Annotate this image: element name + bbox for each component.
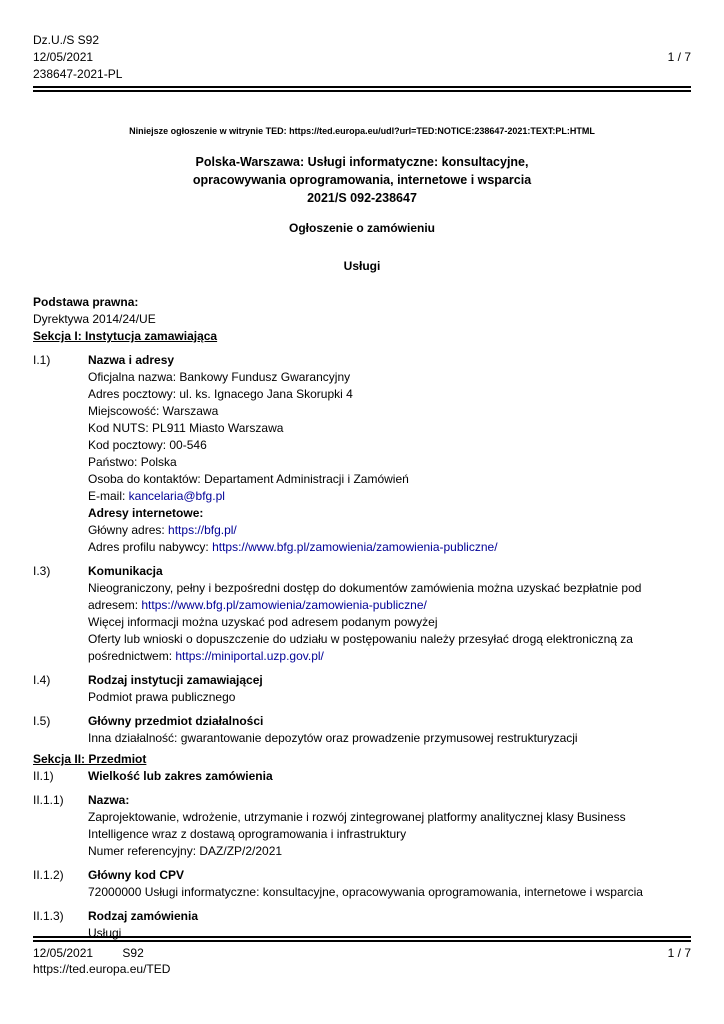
internet-addresses-heading: Adresy internetowe: [88,506,204,520]
main-address-link[interactable]: https://bfg.pl/ [168,523,237,537]
email-label: E-mail: [88,489,129,503]
footer-date: 12/05/2021 [33,946,94,960]
page-footer [33,936,691,976]
header-rule [33,86,691,92]
field-postal-address: Adres pocztowy: ul. ks. Ignacego Jana Skorupki 4 [88,387,353,401]
legal-basis-value: Dyrektywa 2014/24/UE [33,312,156,326]
footer-issue: S92 [122,946,144,960]
item-number: II.1.3) [33,909,64,923]
field-contract-kind: Usługi [88,926,122,940]
title-line-1: Polska-Warszawa: Usługi informatyczne: konsultacyjne, [195,155,529,169]
item-title: Nazwa: [88,793,130,807]
field-offers-line-1: Oferty lub wnioski o dopuszczenie do udziału w postępowaniu należy przesyłać drogą elektroniczną za [88,632,633,646]
miniportal-link[interactable]: https://miniportal.uzp.gov.pl/ [175,649,324,663]
buyer-profile-link[interactable]: https://www.bfg.pl/zamowienia/zamowienia-publiczne/ [212,540,498,554]
section-item-i4 [33,672,691,706]
header-date: 12/05/2021 [33,50,94,64]
footer-rule [33,936,691,942]
item-title: Komunikacja [88,564,163,578]
main-address-label: Główny adres: [88,523,169,537]
email-link[interactable]: kancelaria@bfg.pl [128,489,225,503]
section-2-heading: Sekcja II: Przedmiot [33,752,147,766]
footer-url: https://ted.europa.eu/TED [33,962,171,976]
title-line-2: opracowywania oprogramowania, internetowe i wsparcia [192,173,532,187]
field-contract-name-line-1: Zaprojektowanie, wdrożenie, utrzymanie i rozwój zintegrowanej platformy analitycznej klasy Business [88,810,626,824]
document-title [33,153,691,207]
section-item-ii11 [33,792,691,860]
ted-notice-prefix: Niniejsze ogłoszenie w witrynie TED: [129,126,290,136]
item-number: II.1.1) [33,793,64,807]
field-access-line-1: Nieograniczony, pełny i bezpośredni dostęp do dokumentów zamówienia można uzyskać bezpłatnie pod [88,581,642,595]
field-contract-name-line-2: Intelligence wraz z dostawą oprogramowania i infrastruktury [88,827,407,841]
journal-number: Dz.U./S S92 [33,33,100,47]
item-title: Wielkość lub zakres zamówienia [88,769,273,783]
section-1-heading: Sekcja I: Instytucja zamawiająca [33,329,218,343]
notice-id: 238647-2021-PL [33,67,123,81]
field-authority-type: Podmiot prawa publicznego [88,690,236,704]
field-nuts-code: Kod NUTS: PL911 Miasto Warszawa [88,421,284,435]
item-title: Nazwa i adresy [88,353,175,367]
documents-access-link[interactable]: https://www.bfg.pl/zamowienia/zamowienia-publiczne/ [141,598,427,612]
page-header [33,0,691,83]
item-number: I.5) [33,714,51,728]
item-title: Główny kod CPV [88,868,185,882]
item-number: I.3) [33,564,51,578]
item-number: I.4) [33,673,51,687]
section-item-ii12 [33,867,691,901]
field-offers-line-2 [88,648,691,665]
field-country: Państwo: Polska [88,455,177,469]
field-main-address [88,522,691,539]
buyer-profile-label: Adres profilu nabywcy: [88,540,213,554]
field-official-name: Oficjalna nazwa: Bankowy Fundusz Gwarancyjny [88,370,351,384]
field-reference-number: Numer referencyjny: DAZ/ZP/2/2021 [88,844,283,858]
item-title: Główny przedmiot działalności [88,714,264,728]
field-more-info: Więcej informacji można uzyskać pod adresem podanym powyżej [88,615,438,629]
section-item-ii1 [33,768,691,785]
item-number: II.1.2) [33,868,64,882]
section-item-i1 [33,352,691,556]
section-item-i5 [33,713,691,747]
item-number: II.1) [33,769,54,783]
document-body [33,294,691,942]
field-main-activity: Inna działalność: gwarantowanie depozytów oraz prowadzenie przymusowej restrukturyzacji [88,731,578,745]
notice-type-heading: Ogłoszenie o zamówieniu [288,221,436,235]
access-label: adresem: [88,598,142,612]
field-buyer-profile [88,539,691,556]
field-postal-code: Kod pocztowy: 00-546 [88,438,207,452]
field-access-line-2 [88,597,691,614]
field-cpv-code: 72000000 Usługi informatyczne: konsultacyjne, opracowywania oprogramowania, internetowe i wsparcia [88,885,643,899]
offers-label: pośrednictwem: [88,649,176,663]
section-item-i3 [33,563,691,665]
contract-type-heading: Usługi [343,259,381,273]
item-number: I.1) [33,353,51,367]
ted-notice-url-link[interactable]: https://ted.europa.eu/udl?url=TED:NOTICE:238647-2021:TEXT:PL:HTML [289,126,595,136]
title-line-3: 2021/S 092-238647 [307,191,417,205]
footer-page-indicator: 1 / 7 [667,946,691,960]
header-page-indicator: 1 / 7 [667,50,691,64]
field-email [88,488,691,505]
field-city: Miejscowość: Warszawa [88,404,219,418]
item-title: Rodzaj zamówienia [88,909,199,923]
legal-basis-label: Podstawa prawna: [33,295,139,309]
ted-notice-line [33,125,691,137]
item-title: Rodzaj instytucji zamawiającej [88,673,263,687]
field-contact-person: Osoba do kontaktów: Departament Administracji i Zamówień [88,472,409,486]
